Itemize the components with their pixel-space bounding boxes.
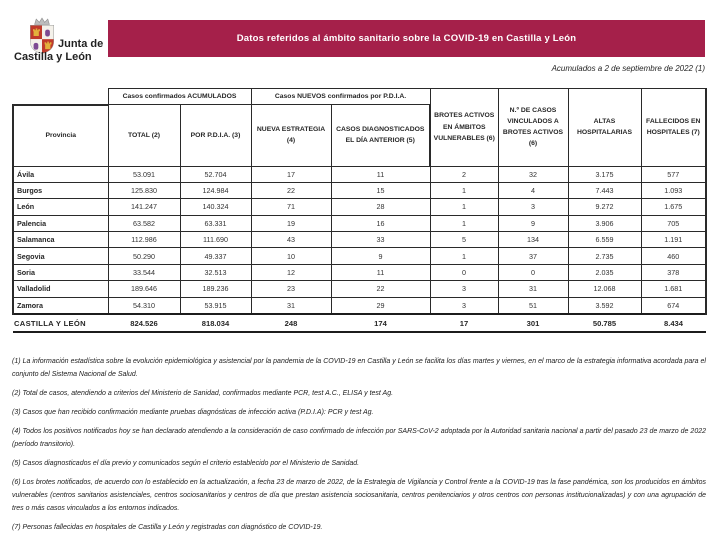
province-cell: Valladolid [13, 281, 108, 297]
covid-table-container [12, 88, 705, 333]
table-row [13, 166, 706, 182]
total-row [13, 314, 706, 332]
value-cell-casos-dia-anterior: 9 [331, 248, 430, 264]
value-cell-por-pdia: 140.324 [180, 199, 251, 215]
value-cell-nueva-estrategia: 19 [251, 215, 331, 231]
logo-text-castilla: Castilla y León [14, 51, 92, 63]
footnote-5: (5) Casos diagnosticados el día previo y comunicados según el criterio establecido por el Ministerio de Sanidad. [12, 460, 360, 467]
value-cell-altas-hospitalarias: 2.735 [568, 248, 641, 264]
value-cell-casos-vinculados-brotes: 0 [498, 264, 568, 280]
value-cell-nueva-estrategia: 23 [251, 281, 331, 297]
province-cell: León [13, 199, 108, 215]
column-header-nueva-estrategia: NUEVA ESTRATEGIA (4) [251, 105, 331, 167]
value-cell-brotes-activos: 1 [430, 215, 498, 231]
column-header-brotes-activos: BROTES ACTIVOS EN ÁMBITOS VULNERABLES (6) [430, 89, 498, 167]
banner-title: Datos referidos al ámbito sanitario sobre la COVID-19 en Castilla y León [236, 33, 577, 44]
value-cell-total: 141.247 [108, 199, 180, 215]
value-cell-casos-dia-anterior: 16 [331, 215, 430, 231]
value-cell-casos-dia-anterior: 11 [331, 166, 430, 182]
value-cell-por-pdia: 111.690 [180, 232, 251, 248]
covid-table [12, 88, 707, 333]
value-cell-casos-vinculados-brotes: 51 [498, 297, 568, 314]
value-cell-total: 50.290 [108, 248, 180, 264]
value-cell-por-pdia: 53.915 [180, 297, 251, 314]
total-value-cell-por-pdia: 818.034 [180, 314, 251, 332]
province-cell: Palencia [13, 215, 108, 231]
group-header-acumulados: Casos confirmados ACUMULADOS [108, 89, 251, 105]
accumulated-date-subtitle: Acumulados a 2 de septiembre de 2022 (1) [551, 64, 705, 73]
value-cell-altas-hospitalarias: 7.443 [568, 182, 641, 198]
column-header-total: TOTAL (2) [108, 105, 180, 167]
group-header-nuevos-pdia: Casos NUEVOS confirmados por P.D.I.A. [251, 89, 430, 105]
total-value-cell-casos-vinculados-brotes: 301 [498, 314, 568, 332]
total-value-cell-altas-hospitalarias: 50.785 [568, 314, 641, 332]
header-row-groups [13, 89, 706, 105]
value-cell-casos-dia-anterior: 28 [331, 199, 430, 215]
value-cell-brotes-activos: 3 [430, 281, 498, 297]
value-cell-nueva-estrategia: 10 [251, 248, 331, 264]
banner [108, 20, 705, 57]
value-cell-nueva-estrategia: 12 [251, 264, 331, 280]
province-cell: Soria [13, 264, 108, 280]
table-row [13, 297, 706, 314]
total-value-cell-total: 824.526 [108, 314, 180, 332]
value-cell-brotes-activos: 1 [430, 199, 498, 215]
value-cell-fallecidos-hospitales: 1.191 [641, 232, 706, 248]
province-cell: Zamora [13, 297, 108, 314]
value-cell-casos-dia-anterior: 33 [331, 232, 430, 248]
value-cell-por-pdia: 124.984 [180, 182, 251, 198]
column-header-casos-dia-anterior: CASOS DIAGNOSTICADOS EL DÍA ANTERIOR (5) [331, 105, 430, 167]
value-cell-fallecidos-hospitales: 577 [641, 166, 706, 182]
footnote-4: (4) Todos los positivos notificados hoy se han declarado atendiendo a la consideración de caso confirmado de infección por SARS-CoV-2 adoptada por la Autoridad sanitaria nacional a partir del pasado 23 de marzo de 2022 (período transitorio). [12, 428, 706, 448]
footnote-6: (6) Los brotes notificados, de acuerdo con lo establecido en la actualización, a fecha 23 de marzo de 2022, de la Estrategia de Vigilancia y Control frente a la COVID-19 tras la fase pandémica, son los producidos en ámbitos vulnerables (centros sanitarios asistenciales, centros sociosanitarios y centros de día que prestan asistencia sociosanitaria, centros penitenciarios y otros centros con personas institucionalizadas) y con una agrupación de tres o más casos vinculados a los entornos indicados. [12, 479, 706, 512]
column-header-altas-hospitalarias: ALTAS HOSPITALARIAS [568, 89, 641, 167]
table-row [13, 199, 706, 215]
value-cell-casos-vinculados-brotes: 31 [498, 281, 568, 297]
value-cell-altas-hospitalarias: 3.592 [568, 297, 641, 314]
value-cell-nueva-estrategia: 31 [251, 297, 331, 314]
value-cell-por-pdia: 189.236 [180, 281, 251, 297]
table-corner [13, 89, 108, 105]
column-header-casos-vinculados-brotes: N.º DE CASOS VINCULADOS A BROTES ACTIVOS (6) [498, 89, 568, 167]
column-header-provincia: Provincia [13, 105, 108, 167]
value-cell-nueva-estrategia: 43 [251, 232, 331, 248]
value-cell-brotes-activos: 1 [430, 248, 498, 264]
table-row [13, 215, 706, 231]
value-cell-fallecidos-hospitales: 674 [641, 297, 706, 314]
value-cell-brotes-activos: 2 [430, 166, 498, 182]
value-cell-fallecidos-hospitales: 378 [641, 264, 706, 280]
value-cell-total: 53.091 [108, 166, 180, 182]
value-cell-altas-hospitalarias: 9.272 [568, 199, 641, 215]
value-cell-total: 33.544 [108, 264, 180, 280]
value-cell-nueva-estrategia: 17 [251, 166, 331, 182]
value-cell-casos-vinculados-brotes: 4 [498, 182, 568, 198]
value-cell-por-pdia: 52.704 [180, 166, 251, 182]
value-cell-casos-vinculados-brotes: 37 [498, 248, 568, 264]
value-cell-altas-hospitalarias: 3.906 [568, 215, 641, 231]
value-cell-nueva-estrategia: 71 [251, 199, 331, 215]
table-row [13, 232, 706, 248]
footnote-1: (1) La información estadística sobre la evolución epidemiológica y asistencial por la pandemia de la COVID-19 en Castilla y León se facilita los días martes y viernes, en el marco de la estrategia informativa acordada para el conjunto del Sistema Nacional de Salud. [12, 358, 706, 378]
table-row [13, 182, 706, 198]
value-cell-nueva-estrategia: 22 [251, 182, 331, 198]
value-cell-total: 189.646 [108, 281, 180, 297]
province-cell: Salamanca [13, 232, 108, 248]
value-cell-total: 112.986 [108, 232, 180, 248]
value-cell-total: 125.830 [108, 182, 180, 198]
castilla-leon-shield-icon [26, 16, 58, 56]
province-cell: Ávila [13, 166, 108, 182]
value-cell-fallecidos-hospitales: 705 [641, 215, 706, 231]
table-row [13, 281, 706, 297]
value-cell-altas-hospitalarias: 2.035 [568, 264, 641, 280]
column-header-fallecidos-hospitales: FALLECIDOS EN HOSPITALES (7) [641, 89, 706, 167]
footnote-7: (7) Personas fallecidas en hospitales de Castilla y León y registradas con diagnóstico de COVID-19. [12, 524, 323, 531]
table-body [13, 166, 706, 314]
value-cell-brotes-activos: 3 [430, 297, 498, 314]
value-cell-por-pdia: 32.513 [180, 264, 251, 280]
value-cell-altas-hospitalarias: 6.559 [568, 232, 641, 248]
total-value-cell-fallecidos-hospitales: 8.434 [641, 314, 706, 332]
column-header-por-pdia: POR P.D.I.A. (3) [180, 105, 251, 167]
footnotes [12, 355, 706, 540]
logo-text-junta: Junta de [58, 38, 104, 50]
value-cell-fallecidos-hospitales: 1.675 [641, 199, 706, 215]
province-cell: Segovia [13, 248, 108, 264]
total-value-cell-brotes-activos: 17 [430, 314, 498, 332]
value-cell-total: 63.582 [108, 215, 180, 231]
value-cell-fallecidos-hospitales: 1.681 [641, 281, 706, 297]
value-cell-casos-vinculados-brotes: 9 [498, 215, 568, 231]
value-cell-casos-vinculados-brotes: 3 [498, 199, 568, 215]
province-cell: Burgos [13, 182, 108, 198]
value-cell-brotes-activos: 5 [430, 232, 498, 248]
total-value-cell-nueva-estrategia: 248 [251, 314, 331, 332]
footnote-2: (2) Total de casos, atendiendo a criterios del Ministerio de Sanidad, confirmados mediante PCR, test A.C., ELISA y test Ag. [12, 390, 394, 397]
value-cell-altas-hospitalarias: 12.068 [568, 281, 641, 297]
value-cell-fallecidos-hospitales: 460 [641, 248, 706, 264]
value-cell-casos-dia-anterior: 15 [331, 182, 430, 198]
value-cell-casos-dia-anterior: 22 [331, 281, 430, 297]
value-cell-casos-dia-anterior: 11 [331, 264, 430, 280]
value-cell-casos-vinculados-brotes: 32 [498, 166, 568, 182]
value-cell-fallecidos-hospitales: 1.093 [641, 182, 706, 198]
value-cell-altas-hospitalarias: 3.175 [568, 166, 641, 182]
value-cell-por-pdia: 49.337 [180, 248, 251, 264]
value-cell-casos-vinculados-brotes: 134 [498, 232, 568, 248]
table-row [13, 264, 706, 280]
value-cell-brotes-activos: 0 [430, 264, 498, 280]
total-label-cell: CASTILLA Y LEÓN [13, 314, 108, 332]
table-row [13, 248, 706, 264]
value-cell-casos-dia-anterior: 29 [331, 297, 430, 314]
value-cell-brotes-activos: 1 [430, 182, 498, 198]
footnote-3: (3) Casos que han recibido confirmación mediante pruebas diagnósticas de infección activa (P.D.I.A): PCR y test Ag. [12, 409, 374, 416]
total-value-cell-casos-dia-anterior: 174 [331, 314, 430, 332]
value-cell-total: 54.310 [108, 297, 180, 314]
value-cell-por-pdia: 63.331 [180, 215, 251, 231]
